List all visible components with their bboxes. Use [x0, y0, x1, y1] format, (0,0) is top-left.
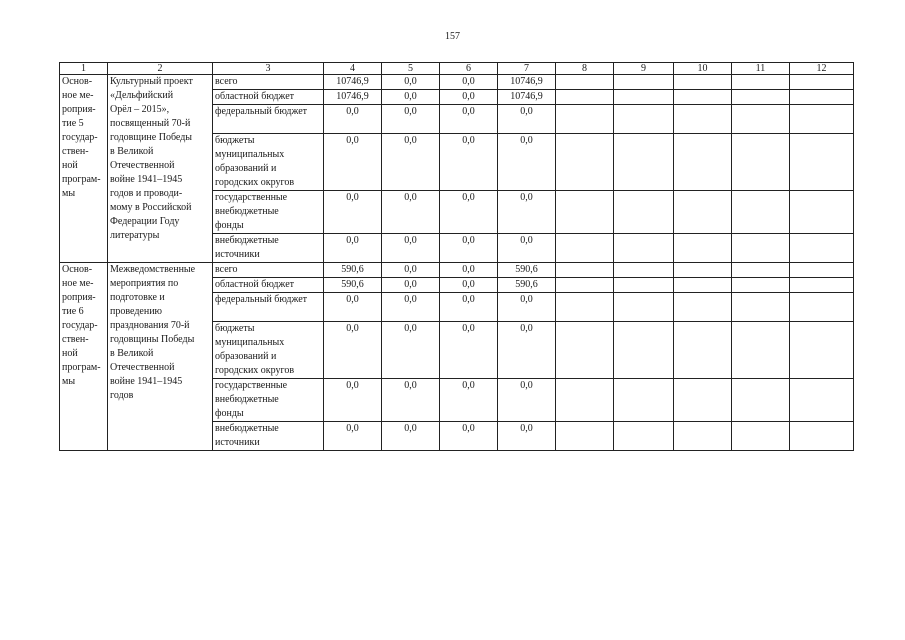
value-cell-v5: 0,0	[382, 105, 440, 134]
value-cell-v6: 0,0	[440, 134, 498, 191]
value-cell-v4: 0,0	[324, 191, 382, 234]
measure-description: Культурный проект «Дельфийский Орёл – 2015», посвященный 70-й годовщине Победы в Великой Отечественной войне 1941–1945 годов и проводи- мому в Российской Федерации Году литературы	[110, 76, 193, 241]
funding-source-cell	[213, 191, 324, 234]
empty-cell-col12	[790, 75, 854, 90]
empty-cell-col10	[674, 293, 732, 322]
empty-cell-col10	[674, 422, 732, 451]
empty-cell-col9	[614, 191, 674, 234]
measure-name: Основ- ное ме- роприя- тие 5 государ- ствен- ной програм- мы	[62, 76, 101, 199]
empty-cell-col10	[674, 263, 732, 278]
value-cell-v5: 0,0	[382, 90, 440, 105]
column-header: 7	[498, 63, 556, 75]
empty-cell-col9	[614, 263, 674, 278]
value-cell-v7: 10746,9	[498, 90, 556, 105]
empty-cell-col11	[732, 134, 790, 191]
value-cell-v5: 0,0	[382, 293, 440, 322]
value-cell-v6: 0,0	[440, 322, 498, 379]
empty-cell-col11	[732, 105, 790, 134]
value-cell-v5: 0,0	[382, 191, 440, 234]
empty-cell-col10	[674, 90, 732, 105]
empty-cell-col8	[556, 293, 614, 322]
value-cell-v4: 0,0	[324, 234, 382, 263]
empty-cell-col10	[674, 105, 732, 134]
value-cell-v7: 10746,9	[498, 75, 556, 90]
empty-cell-col12	[790, 263, 854, 278]
value-cell-v7: 0,0	[498, 379, 556, 422]
value-cell-v7: 590,6	[498, 278, 556, 293]
value-cell-v5: 0,0	[382, 422, 440, 451]
value-cell-v5: 0,0	[382, 322, 440, 379]
funding-source: всего	[215, 76, 238, 87]
funding-source-cell	[213, 105, 324, 134]
empty-cell-col11	[732, 278, 790, 293]
empty-cell-col10	[674, 75, 732, 90]
funding-source-cell	[213, 234, 324, 263]
value-cell-v4: 0,0	[324, 322, 382, 379]
column-header: 4	[324, 63, 382, 75]
funding-source-cell	[213, 422, 324, 451]
measure-description-cell	[108, 263, 213, 451]
value-cell-v6: 0,0	[440, 379, 498, 422]
value-cell-v4: 590,6	[324, 278, 382, 293]
empty-cell-col12	[790, 322, 854, 379]
funding-source: федеральный бюджет	[215, 294, 308, 305]
value-cell-v7: 0,0	[498, 134, 556, 191]
empty-cell-col12	[790, 134, 854, 191]
empty-cell-col8	[556, 134, 614, 191]
funding-source: бюджеты муниципальных образований и городских округов	[215, 323, 295, 376]
empty-cell-col11	[732, 322, 790, 379]
funding-source: внебюджетные источники	[215, 423, 279, 448]
value-cell-v7: 0,0	[498, 234, 556, 263]
empty-cell-col12	[790, 90, 854, 105]
empty-cell-col11	[732, 75, 790, 90]
column-header: 6	[440, 63, 498, 75]
empty-cell-col9	[614, 422, 674, 451]
funding-source: областной бюджет	[215, 279, 295, 290]
measure-name: Основ- ное ме- роприя- тие 6 государ- ствен- ной програм- мы	[62, 264, 101, 387]
empty-cell-col8	[556, 322, 614, 379]
value-cell-v7: 0,0	[498, 322, 556, 379]
empty-cell-col12	[790, 234, 854, 263]
measure-name-cell	[60, 75, 108, 263]
funding-source-cell	[213, 90, 324, 105]
empty-cell-col9	[614, 75, 674, 90]
value-cell-v5: 0,0	[382, 278, 440, 293]
empty-cell-col9	[614, 293, 674, 322]
table-row	[60, 75, 854, 90]
value-cell-v6: 0,0	[440, 278, 498, 293]
value-cell-v5: 0,0	[382, 234, 440, 263]
value-cell-v4: 10746,9	[324, 75, 382, 90]
value-cell-v4: 10746,9	[324, 90, 382, 105]
column-header: 5	[382, 63, 440, 75]
funding-source-cell	[213, 134, 324, 191]
value-cell-v5: 0,0	[382, 379, 440, 422]
measure-description-cell	[108, 75, 213, 263]
value-cell-v4: 0,0	[324, 422, 382, 451]
funding-source-cell	[213, 322, 324, 379]
empty-cell-col11	[732, 379, 790, 422]
empty-cell-col9	[614, 90, 674, 105]
funding-source: областной бюджет	[215, 91, 295, 102]
value-cell-v7: 0,0	[498, 105, 556, 134]
measure-description: Межведомственные мероприятия по подготовке и проведению празднования 70-й годовщины Победы в Великой Отечественной войне 1941–1945 годов	[110, 264, 196, 401]
value-cell-v4: 0,0	[324, 293, 382, 322]
value-cell-v5: 0,0	[382, 75, 440, 90]
value-cell-v7: 0,0	[498, 422, 556, 451]
column-header: 3	[213, 63, 324, 75]
empty-cell-col12	[790, 191, 854, 234]
empty-cell-col10	[674, 134, 732, 191]
empty-cell-col8	[556, 278, 614, 293]
empty-cell-col8	[556, 379, 614, 422]
value-cell-v6: 0,0	[440, 422, 498, 451]
empty-cell-col11	[732, 293, 790, 322]
budget-table	[59, 62, 854, 451]
funding-source-cell	[213, 263, 324, 278]
empty-cell-col11	[732, 234, 790, 263]
empty-cell-col9	[614, 379, 674, 422]
funding-source-cell	[213, 75, 324, 90]
value-cell-v7: 0,0	[498, 293, 556, 322]
funding-source: федеральный бюджет	[215, 106, 308, 117]
value-cell-v7: 0,0	[498, 191, 556, 234]
header-row	[60, 63, 854, 75]
column-header: 8	[556, 63, 614, 75]
funding-source: внебюджетные источники	[215, 235, 279, 260]
column-header: 12	[790, 63, 854, 75]
empty-cell-col9	[614, 322, 674, 379]
column-header: 1	[60, 63, 108, 75]
funding-source-cell	[213, 379, 324, 422]
empty-cell-col9	[614, 134, 674, 191]
column-header: 11	[732, 63, 790, 75]
empty-cell-col10	[674, 278, 732, 293]
empty-cell-col8	[556, 75, 614, 90]
column-header: 9	[614, 63, 674, 75]
value-cell-v6: 0,0	[440, 293, 498, 322]
empty-cell-col12	[790, 379, 854, 422]
empty-cell-col9	[614, 278, 674, 293]
empty-cell-col8	[556, 422, 614, 451]
empty-cell-col12	[790, 422, 854, 451]
empty-cell-col8	[556, 191, 614, 234]
value-cell-v6: 0,0	[440, 90, 498, 105]
funding-source-cell	[213, 278, 324, 293]
value-cell-v6: 0,0	[440, 105, 498, 134]
funding-source-cell	[213, 293, 324, 322]
value-cell-v7: 590,6	[498, 263, 556, 278]
value-cell-v6: 0,0	[440, 75, 498, 90]
empty-cell-col8	[556, 105, 614, 134]
value-cell-v4: 0,0	[324, 134, 382, 191]
empty-cell-col8	[556, 90, 614, 105]
empty-cell-col10	[674, 379, 732, 422]
empty-cell-col11	[732, 191, 790, 234]
value-cell-v5: 0,0	[382, 134, 440, 191]
funding-source: государственные внебюджетные фонды	[215, 192, 288, 231]
column-header: 10	[674, 63, 732, 75]
empty-cell-col9	[614, 105, 674, 134]
empty-cell-col9	[614, 234, 674, 263]
value-cell-v4: 590,6	[324, 263, 382, 278]
empty-cell-col12	[790, 278, 854, 293]
column-header: 2	[108, 63, 213, 75]
empty-cell-col11	[732, 263, 790, 278]
value-cell-v4: 0,0	[324, 379, 382, 422]
value-cell-v5: 0,0	[382, 263, 440, 278]
empty-cell-col10	[674, 191, 732, 234]
empty-cell-col8	[556, 263, 614, 278]
empty-cell-col10	[674, 234, 732, 263]
table-row	[60, 263, 854, 278]
page-number: 157	[445, 31, 460, 42]
funding-source: государственные внебюджетные фонды	[215, 380, 288, 419]
value-cell-v6: 0,0	[440, 263, 498, 278]
value-cell-v6: 0,0	[440, 234, 498, 263]
empty-cell-col10	[674, 322, 732, 379]
empty-cell-col11	[732, 422, 790, 451]
empty-cell-col12	[790, 105, 854, 134]
funding-source: бюджеты муниципальных образований и городских округов	[215, 135, 295, 188]
empty-cell-col11	[732, 90, 790, 105]
empty-cell-col12	[790, 293, 854, 322]
funding-source: всего	[215, 264, 238, 275]
empty-cell-col8	[556, 234, 614, 263]
value-cell-v6: 0,0	[440, 191, 498, 234]
measure-name-cell	[60, 263, 108, 451]
value-cell-v4: 0,0	[324, 105, 382, 134]
